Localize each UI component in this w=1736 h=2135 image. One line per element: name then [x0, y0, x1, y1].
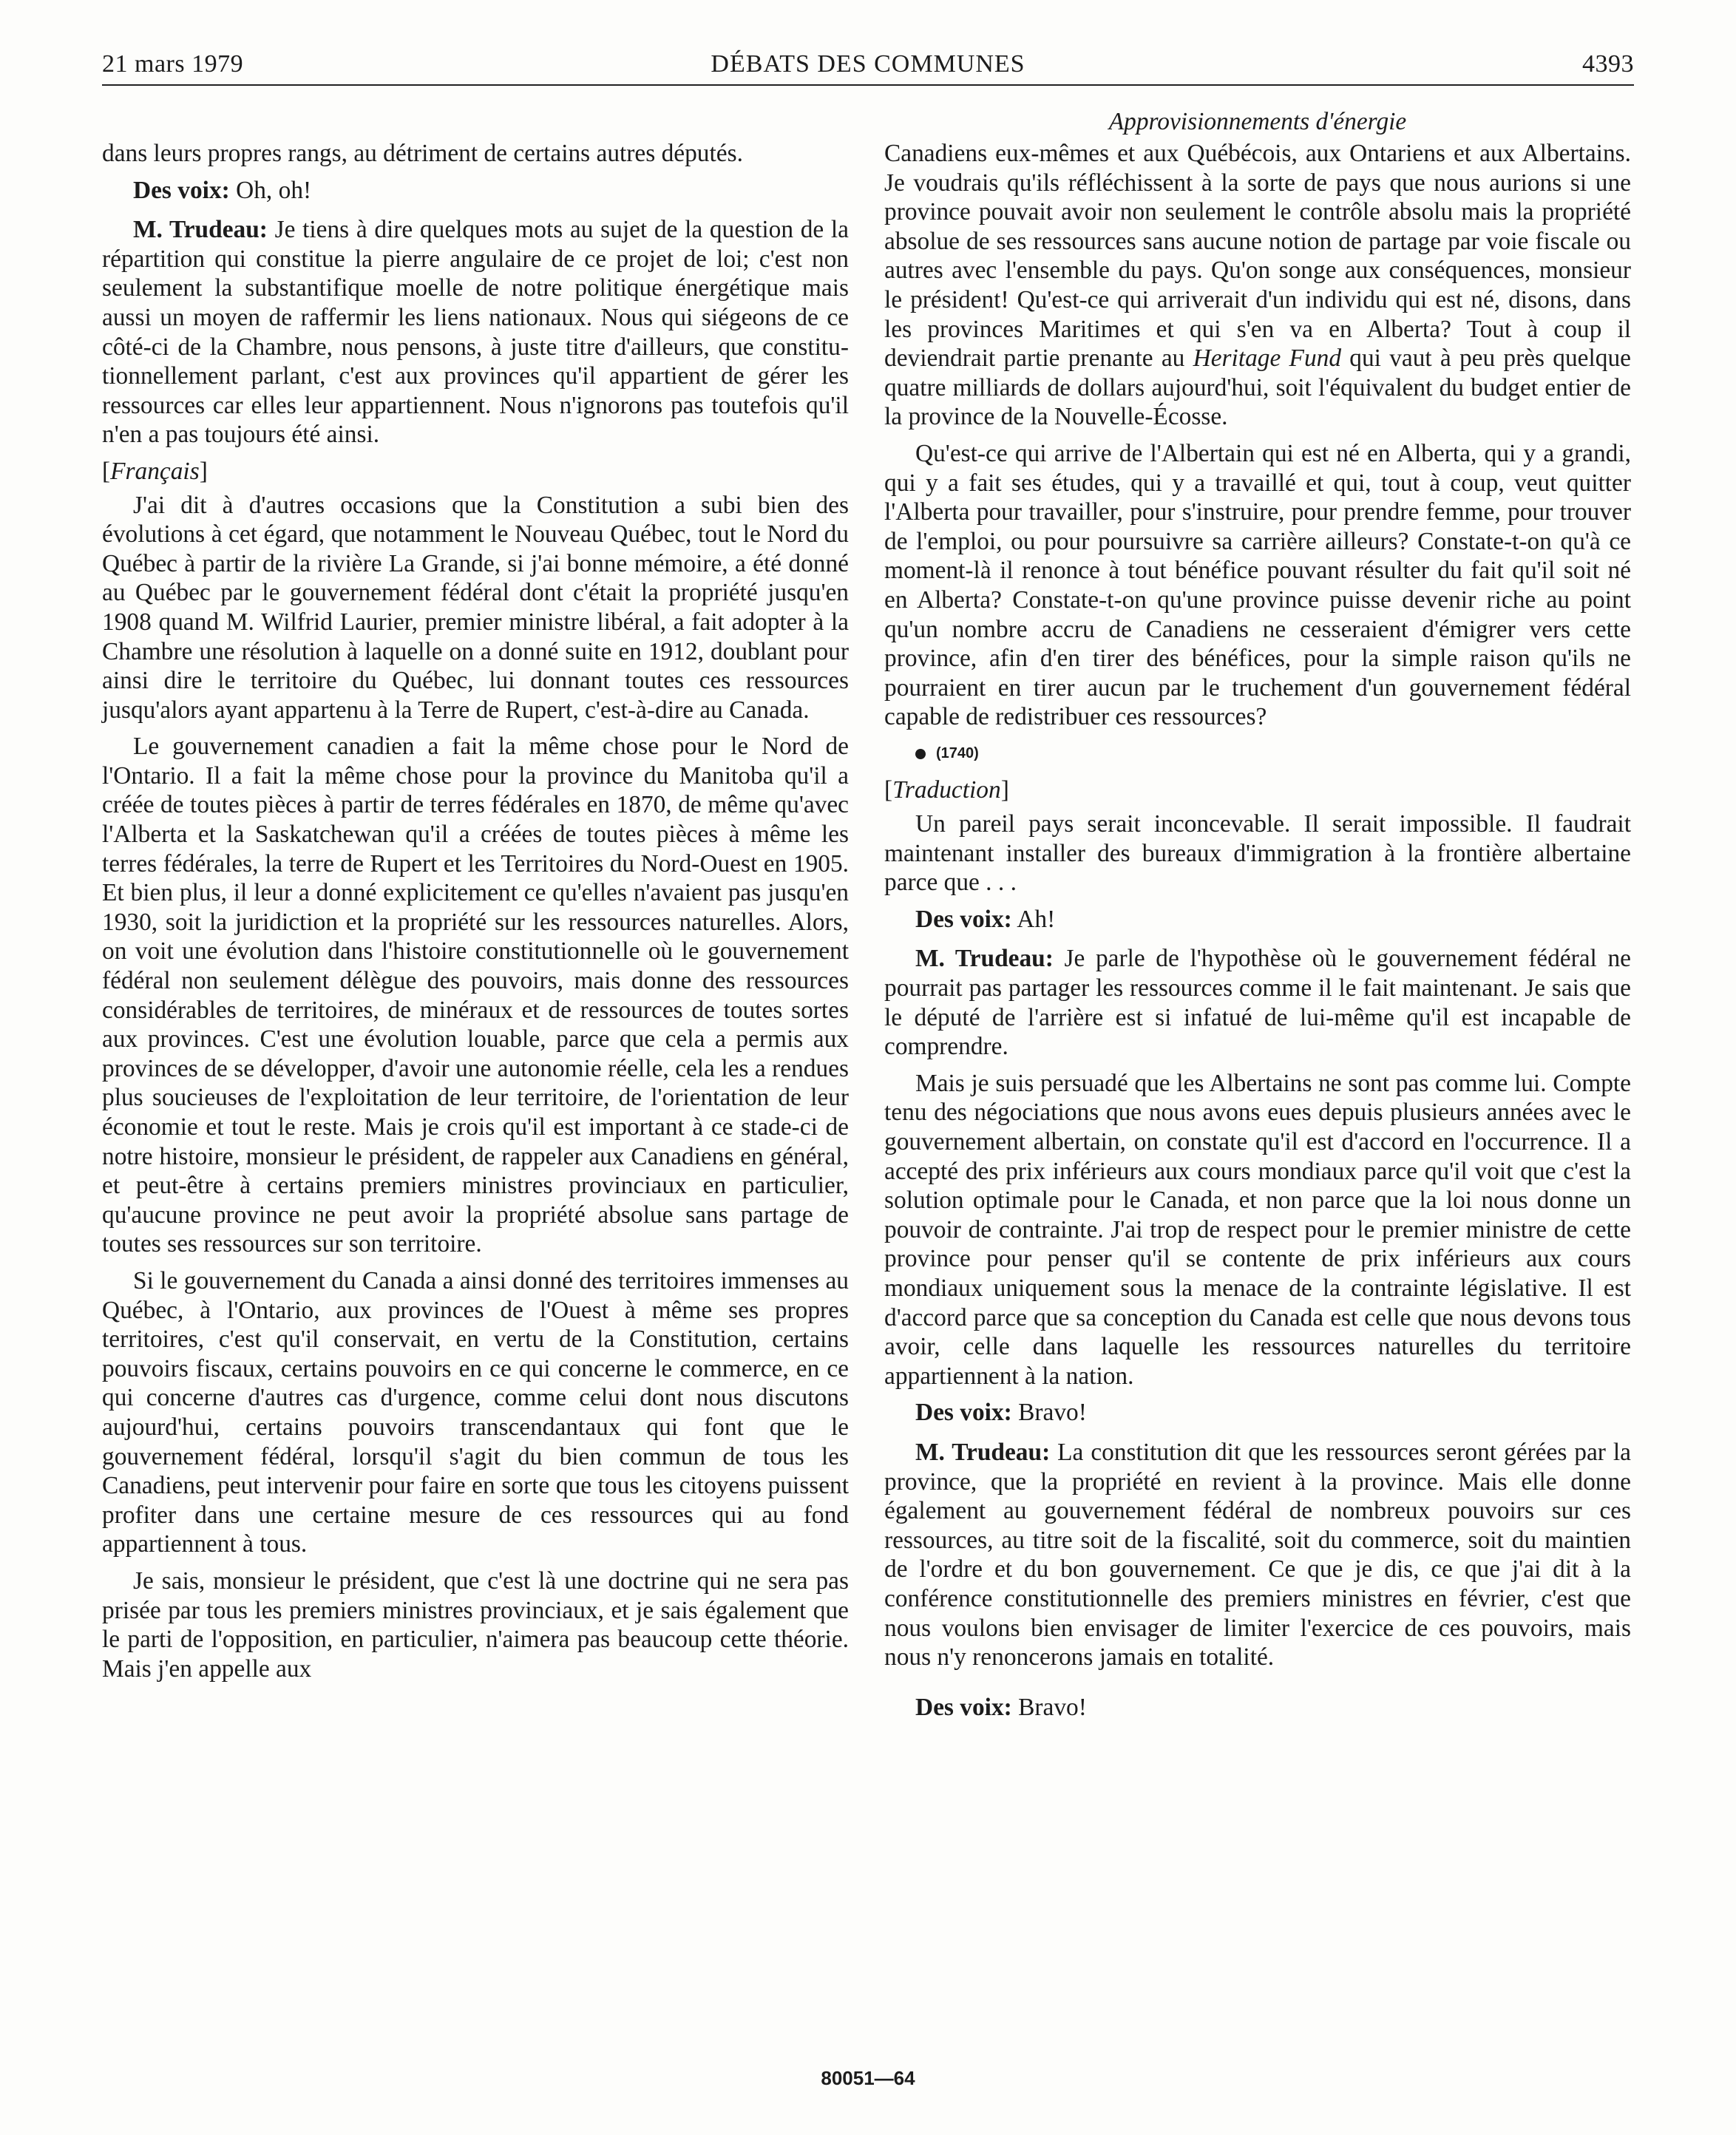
header-page-number: 4393 [1582, 50, 1634, 78]
language-label: Français [110, 457, 200, 485]
interjection-text: Oh, oh! [229, 176, 312, 204]
paragraph: Je sais, monsieur le président, que c'est là une doctrine qui ne sera pas prisée par tous les premiers ministres provinciaux, et je sais également que le parti de l'opposition, en particulier, n'aimera pas beaucoup cette théorie. Mais j'en appelle aux [102, 1567, 849, 1683]
speaker-label: Des voix: [133, 176, 230, 204]
speech-text: La constitution dit que les ressources seront gérées par la province, que la propriété en revient à la province. Mais elle donne également au gouvernement fédéral de nombreux pouvoirs sur ces ressources, au titre soit de la fiscalité, soit du commerce, soit du maintien de l'ordre et du bon gouvernement. Ce que je dis, ce que j'ai dit à la conférence constitutionnelle des premiers ministres en février, c'est que nous voulons bien envisager de limiter l'exercice de ces pouvoirs, mais nous n'y renoncerons jamais en totalité. [884, 1438, 1631, 1671]
language-label: Traduction [892, 776, 1001, 804]
speech-paragraph [884, 1438, 1631, 1672]
interjection-text: Bravo! [1011, 1693, 1087, 1721]
speaker-label: M. Trudeau: [133, 216, 268, 244]
right-column [884, 139, 1631, 1732]
speaker-label: M. Trudeau: [915, 1438, 1051, 1466]
paragraph: dans leurs propres rangs, au détriment de certains autres députés. [102, 140, 743, 167]
header-title: DÉBATS DES COMMUNES [711, 50, 1025, 78]
interjection-text: Bravo! [1011, 1399, 1087, 1427]
speech-paragraph [884, 944, 1631, 1061]
interjection [884, 1398, 1631, 1428]
language-marker: [Français] [102, 457, 208, 485]
interjection [884, 905, 1631, 934]
paragraph: Un pareil pays serait inconcevable. Il serait impossible. Il faudrait maintenant installer des bureaux d'immigration à la frontière albertaine parce que . . . [884, 810, 1631, 897]
paragraph: Si le gouvernement du Canada a ainsi donné des territoires immenses au Québec, à l'Ontario, aux provinces de l'Ouest à même ses propres territoires, c'est qu'il conservait, en vertu de la Constitution, certains pouvoirs fiscaux, certains pouvoirs en ce qui concerne le commerce, en ce qui concerne d'autres cas d'urgence, comme celui dont nous discutons aujourd'hui, certains pouvoirs transcendantaux qui font que le gouvernement fédéral, lorsqu'il s'agit du bien commun de tous les Canadiens, peut intervenir pour faire en sorte que tous les citoyens puissent profiter dans une certaine mesure de ces ressources qui au fond appartiennent à tous. [102, 1266, 849, 1558]
speech-text: Je parle de l'hypothèse où le gouvernement fédéral ne pourrait pas partager les ressources comme il le fait maintenant. Je sais que le député de l'arrière est si infatué de lui-même qu'il est incapable de comprendre. [884, 945, 1631, 1061]
speaker-label: Des voix: [915, 1693, 1012, 1721]
speaker-label: Des voix: [915, 1399, 1012, 1427]
paragraph: J'ai dit à d'autres occasions que la Constitution a subi bien des évolutions à cet égard, que notamment le Nouveau Québec, tout le Nord du Québec à partir de la rivière La Grande, si j'ai bonne mémoire, a été donné au Québec par le gouvernement fédéral dont c'était la propriété jusqu'en 1908 quand M. Wilfrid Laurier, premier ministre libéral, a fait adopter à la Chambre une résolution à laquelle on a donné suite en 1912, doublant pour ainsi dire le territoire du Québec, lui donnant toutes ces ressources jusqu'alors ayant appartenu à la Terre de Rupert, c'est-à-dire au Canada. [102, 491, 849, 724]
speech-paragraph [102, 215, 849, 449]
page-header [102, 47, 1634, 86]
fund-name: Heritage Fund [1193, 344, 1342, 373]
header-date: 21 mars 1979 [102, 50, 244, 78]
paragraph-text: Canadiens eux-mêmes et aux Québécois, aux Ontariens et aux Albertains. Je voudrais qu'ils réfléchissent à la sorte de pays que nous aurions si une province pouvait avoir non seulement le contrôle absolu mais la propriété absolue de ses ressources sans aucune notion de partage par voie fiscale ou autres avec l'ensemble du pays. Qu'on songe aux conséquences, monsieur le président! Qu'est-ce qui arriverait d'un individu qui est né, disons, dans les provinces Maritimes et qui s'en va en Alberta? Tout à coup il deviendrait partie prenante au [884, 140, 1631, 373]
left-column [102, 139, 849, 1691]
paragraph [884, 139, 1631, 432]
interjection [102, 176, 849, 206]
speaker-label: Des voix: [915, 905, 1012, 933]
bullet-icon [915, 749, 926, 759]
speech-text: Je tiens à dire quelques mots au sujet de la question de la répartition qui constitue la pierre angulaire de ce projet de loi; c'est non seulement la substantifique moelle de notre politique énergétique mais aussi un moyen de raffermir les liens nationaux. Nous qui siégeons de ce côté-ci de la Chambre, nous pensons, à juste titre d'ailleurs, que constitutionnellement parlant, c'est aux provinces qu'il appartient de gérer les ressources car elles leur appartiennent. Nous n'ignorons pas toutefois qu'il n'en a pas toujours été ainsi. [102, 216, 849, 449]
running-title: Approvisionnements d'énergie [1108, 108, 1407, 135]
speaker-label: M. Trudeau: [915, 945, 1054, 973]
interjection [884, 1693, 1631, 1722]
paragraph: Qu'est-ce qui arrive de l'Albertain qui est né en Alberta, qui y a grandi, qui y a fait ses études, qui y a travaillé et qui, tout à coup, veut quitter l'Alberta pour travailler, pour s'instruire, pour prendre femme, pour trouver de l'emploi, ou pour poursuivre sa carrière ailleurs? Constate-t-on qu'à ce moment-là il renonce à tout bénéfice pouvant résulter du fait qu'il soit né en Alberta? Constate-t-on qu'une province puisse devenir riche au point qu'un nombre accru de Canadiens ne cesseraient d'émigrer vers cette province, afin d'en tirer des bénéfices, pour la simple raison qu'ils ne pourraient en tirer aucun par le truchement d'un gouvernement fédéral capable de redistribuer ces ressources? [884, 439, 1631, 731]
language-marker: [Traduction] [884, 776, 1009, 804]
paragraph-text: qui vaut à peu près quelque quatre milliards de dollars aujourd'hui, soit l'équivalent du budget entier de la province de la Nouvelle-Écosse. [884, 344, 1631, 431]
paragraph: Le gouvernement canadien a fait la même chose pour le Nord de l'Ontario. Il a fait la même chose pour la province du Manitoba qu'il a créée de toutes pièces à partir de terres fédérales en 1870, de même qu'avec l'Alberta et la Saskatchewan qu'il a créées de toutes pièces à même les terres fédérales, la terre de Rupert et les Territoires du Nord-Ouest en 1905. Et bien plus, il leur a donné explicitement ce qu'elles n'avaient pas jusqu'en 1930, soit la juridiction et la propriété sur les ressources naturelles. Alors, on voit une évolution dans l'histoire constitutionnelle où le gouvernement fédéral non seulement délègue des pouvoirs, mais donne des ressources considérables de territoires, de minéraux et de ressources de toutes sortes aux provinces. C'est une évolution louable, parce que cela a permis aux provinces de se développer, d'avoir une autonomie réelle, cela les a rendues plus soucieuses de l'exploitation de leur territoire, de l'orientation de leur économie et tout le reste. Mais je crois qu'il est important à ce stade-ci de notre histoire, monsieur le président, de rappeler aux Canadiens en général, et peut-être à certains premiers ministres provinciaux en particulier, qu'aucune province ne peut avoir la propriété absolue sans partage de toutes ses ressources sur son territoire. [102, 733, 849, 1258]
time-stamp [884, 739, 1631, 769]
interjection-text: Ah! [1011, 905, 1056, 933]
time-stamp-text: (1740) [936, 744, 979, 761]
page-footer: 80051—64 [821, 2067, 915, 2089]
paragraph: Mais je suis persuadé que les Albertains ne sont pas comme lui. Compte tenu des négociations que nous avons eues depuis plusieurs années avec le gouvernement albertain, on constate qu'il est d'accord en l'occurrence. Il a accepté des prix inférieurs aux cours mondiaux parce qu'il voit que c'est la solution optimale pour le Canada, et non parce que la loi nous donne un pouvoir de contrainte. J'ai trop de respect pour le premier ministre de cette province pour penser qu'il se contente de prix inférieurs aux cours mondiaux uniquement sous la menace de la contrainte législative. Il est d'accord parce que sa conception du Canada est celle que nous devons tous avoir, celle dans laquelle les ressources naturelles du territoire appartiennent à la nation. [884, 1069, 1631, 1390]
